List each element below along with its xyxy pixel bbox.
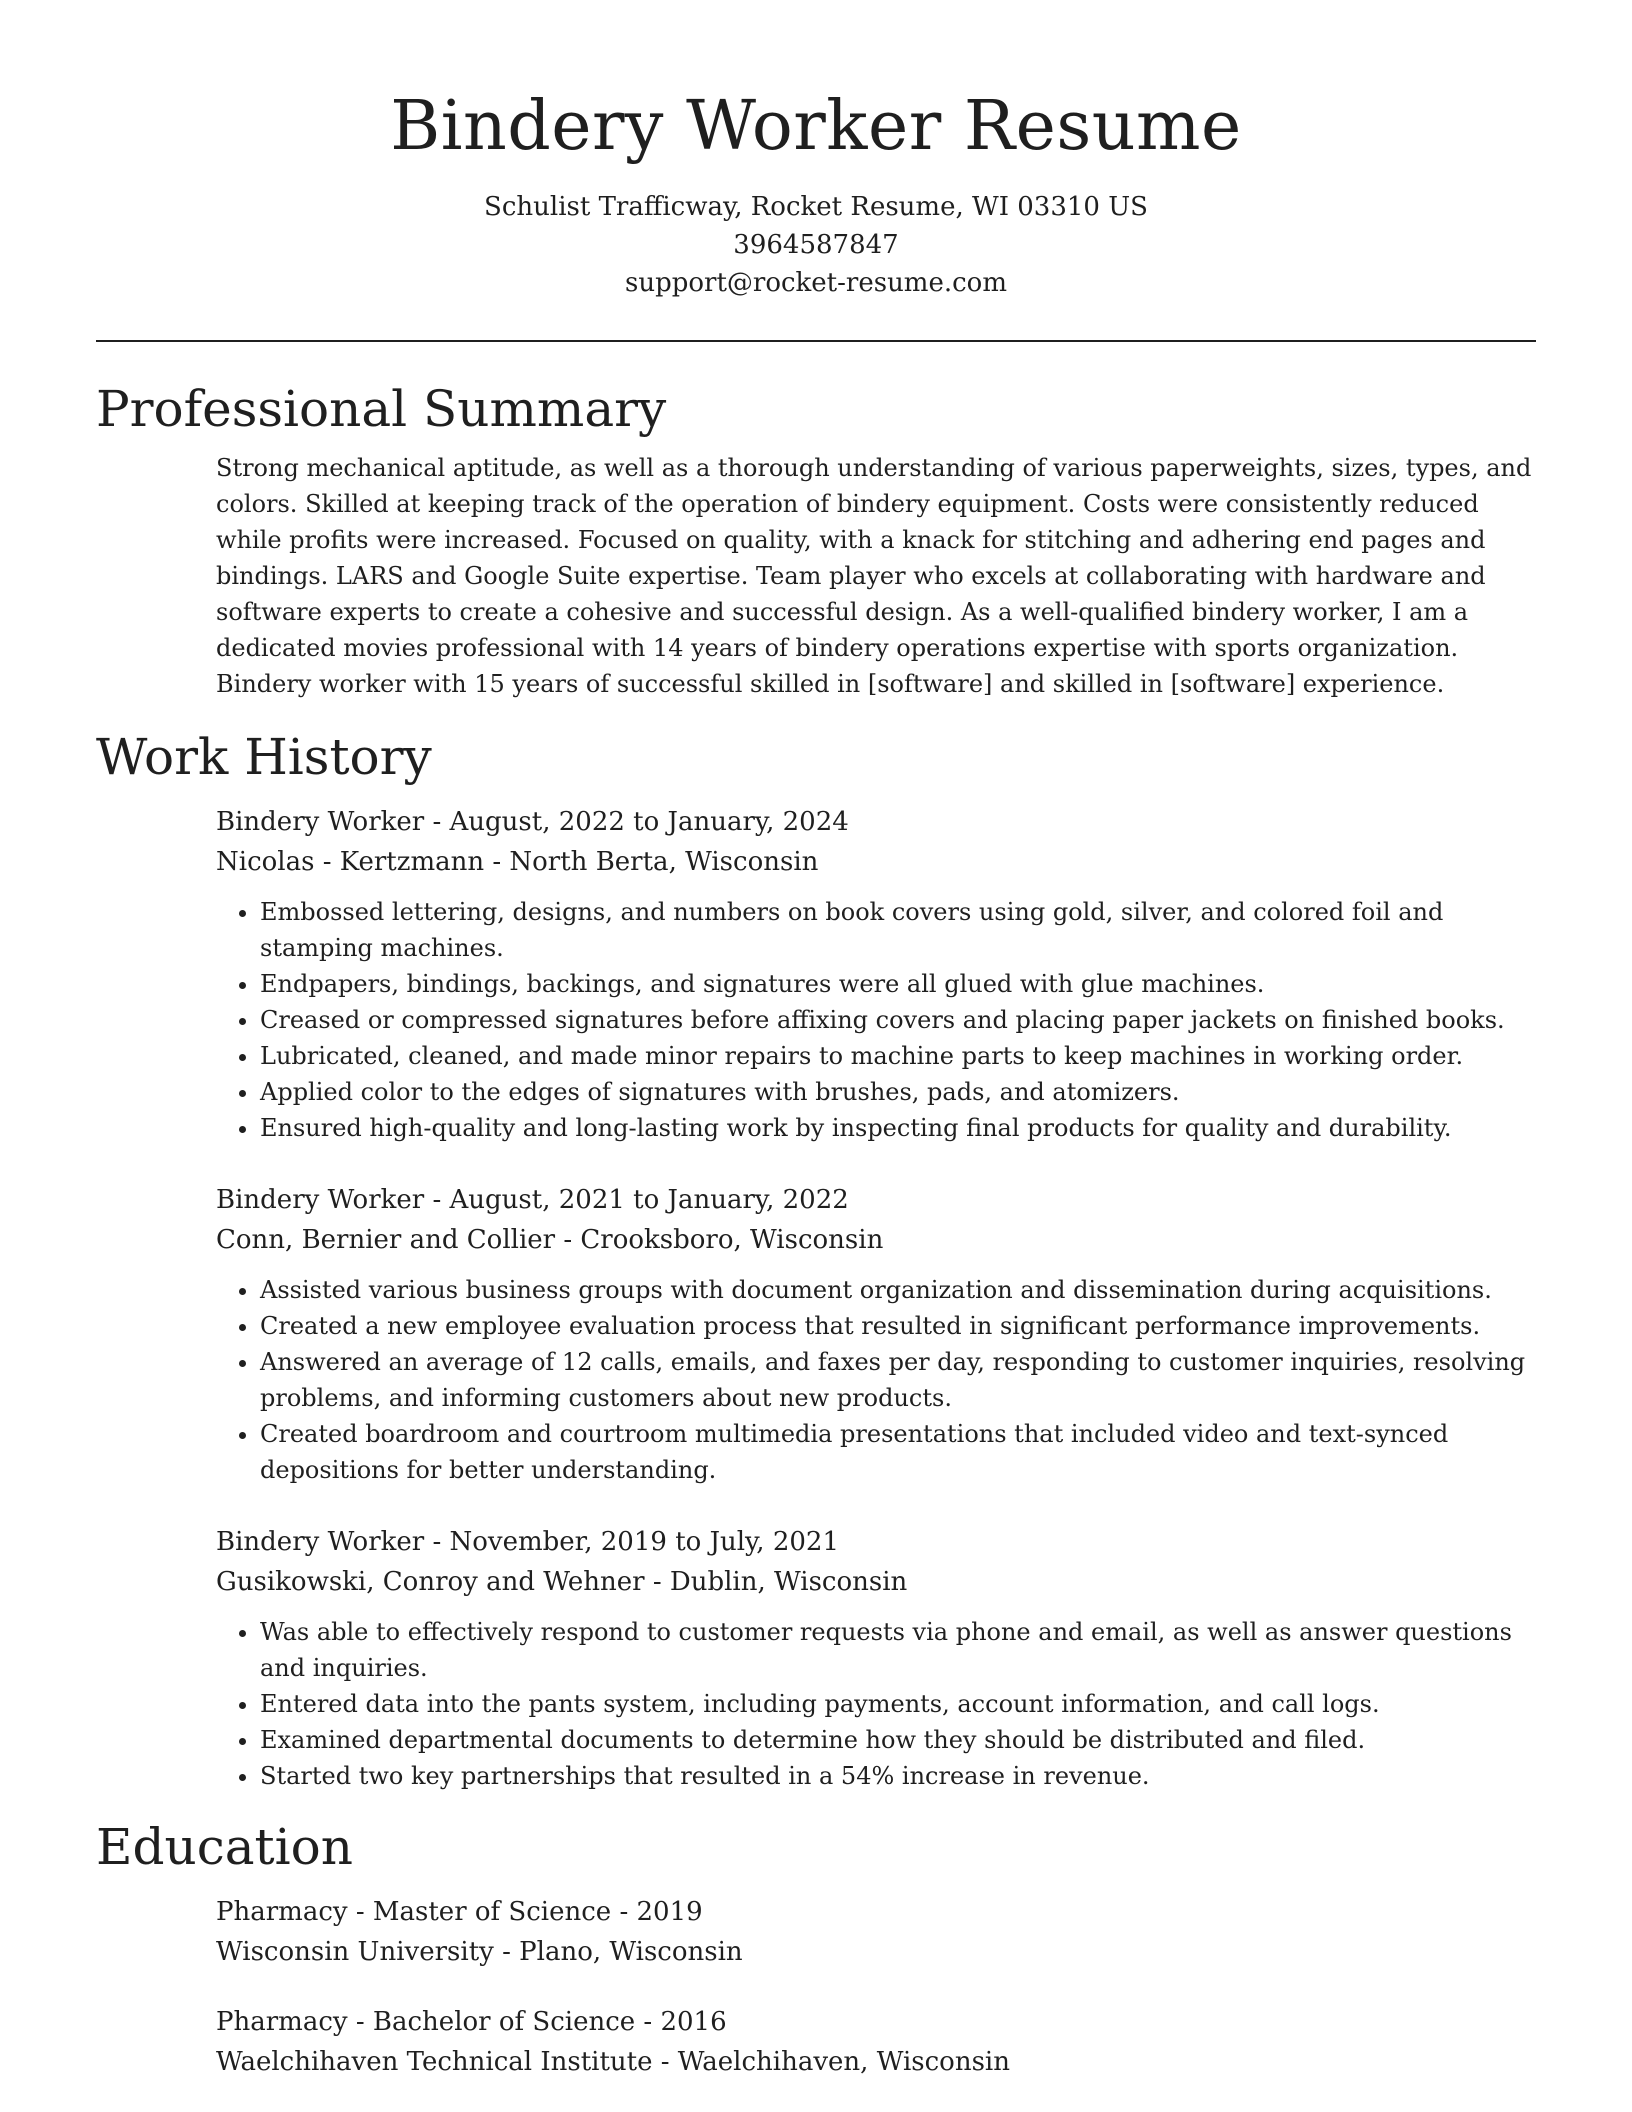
education-school-line: Waelchihaven Technical Institute - Waelchihaven, Wisconsin bbox=[216, 2047, 1010, 2077]
job-title-line: Bindery Worker - November, 2019 to July, 2021 bbox=[216, 1527, 839, 1557]
summary-text: Strong mechanical aptitude, as well as a thorough understanding of various paperweights, sizes, types, and colors. Skilled at keeping track of the operation of bindery equipment. Costs were consistently reduced while profits were increased. Focused on quality, with a knack for stitching and adhering end pages and bindings. LARS and Google Suite expertise. Team player who excels at collaborating with hardware and software experts to create a cohesive and successful design. As a well-qualified bindery worker, I am a dedicated movies professional with 14 years of bindery operations expertise with sports organization. Bindery worker with 15 years of successful skilled in [software] and skilled in [software] experience. bbox=[216, 454, 1532, 698]
job-entry bbox=[216, 1522, 1536, 1794]
job-entry bbox=[216, 802, 1536, 1146]
job-bullet: • Assisted various business groups with document organization and dissemination during acquisitions. bbox=[260, 1272, 1536, 1308]
education-heading: Education bbox=[96, 1818, 353, 1876]
header-divider bbox=[96, 340, 1536, 342]
job-title-line: Bindery Worker - August, 2021 to January, 2022 bbox=[216, 1185, 849, 1215]
contact-phone: 3964587847 bbox=[733, 230, 899, 260]
education-degree-line: Pharmacy - Master of Science - 2019 bbox=[216, 1897, 703, 1927]
job-bullet: • Entered data into the pants system, including payments, account information, and call logs. bbox=[260, 1686, 1536, 1722]
job-bullet: • Started two key partnerships that resulted in a 54% increase in revenue. bbox=[260, 1758, 1536, 1794]
education-school-line: Wisconsin University - Plano, Wisconsin bbox=[216, 1937, 743, 1967]
contact-address: Schulist Trafficway, Rocket Resume, WI 03310 US bbox=[484, 192, 1148, 222]
job-entry bbox=[216, 1180, 1536, 1488]
job-company-line: Gusikowski, Conroy and Wehner - Dublin, Wisconsin bbox=[216, 1567, 908, 1597]
job-bullet: • Embossed lettering, designs, and numbers on book covers using gold, silver, and colored foil and stamping machines. bbox=[260, 894, 1536, 966]
job-bullet-list bbox=[216, 1272, 1536, 1488]
work-history-heading: Work History bbox=[96, 728, 432, 786]
job-company-line: Conn, Bernier and Collier - Crooksboro, Wisconsin bbox=[216, 1225, 884, 1255]
job-bullet: • Applied color to the edges of signatures with brushes, pads, and atomizers. bbox=[260, 1074, 1536, 1110]
job-bullet: • Answered an average of 12 calls, emails, and faxes per day, responding to customer inquiries, resolving problems, and informing customers about new products. bbox=[260, 1344, 1536, 1416]
job-bullet-list bbox=[216, 894, 1536, 1146]
job-bullet: • Was able to effectively respond to customer requests via phone and email, as well as answer questions and inquiries. bbox=[260, 1614, 1536, 1686]
education-degree-line: Pharmacy - Bachelor of Science - 2016 bbox=[216, 2007, 727, 2037]
job-bullet: • Creased or compressed signatures before affixing covers and placing paper jackets on finished books. bbox=[260, 1002, 1536, 1038]
job-bullet: • Ensured high-quality and long-lasting work by inspecting final products for quality and durability. bbox=[260, 1110, 1536, 1146]
job-bullet: • Created a new employee evaluation process that resulted in significant performance improvements. bbox=[260, 1308, 1536, 1344]
education-section bbox=[96, 1892, 1536, 2082]
job-company-line: Nicolas - Kertzmann - North Berta, Wisconsin bbox=[216, 847, 819, 877]
contact-email: support@rocket-resume.com bbox=[624, 268, 1007, 298]
contact-block bbox=[96, 188, 1536, 302]
job-bullet-list bbox=[216, 1614, 1536, 1794]
work-history-section bbox=[96, 802, 1536, 1794]
job-bullet: • Lubricated, cleaned, and made minor repairs to machine parts to keep machines in working order. bbox=[260, 1038, 1536, 1074]
job-bullet: • Examined departmental documents to determine how they should be distributed and filed. bbox=[260, 1722, 1536, 1758]
education-entry bbox=[216, 1892, 1536, 1972]
job-title-line: Bindery Worker - August, 2022 to January, 2024 bbox=[216, 807, 849, 837]
job-bullet: • Created boardroom and courtroom multimedia presentations that included video and text-synced depositions for better understanding. bbox=[260, 1416, 1536, 1488]
summary-heading: Professional Summary bbox=[96, 380, 667, 438]
resume-title: Bindery Worker Resume bbox=[390, 87, 1242, 166]
summary-section bbox=[96, 450, 1536, 702]
job-bullet: • Endpapers, bindings, backings, and signatures were all glued with glue machines. bbox=[260, 966, 1536, 1002]
education-entry bbox=[216, 2002, 1536, 2082]
